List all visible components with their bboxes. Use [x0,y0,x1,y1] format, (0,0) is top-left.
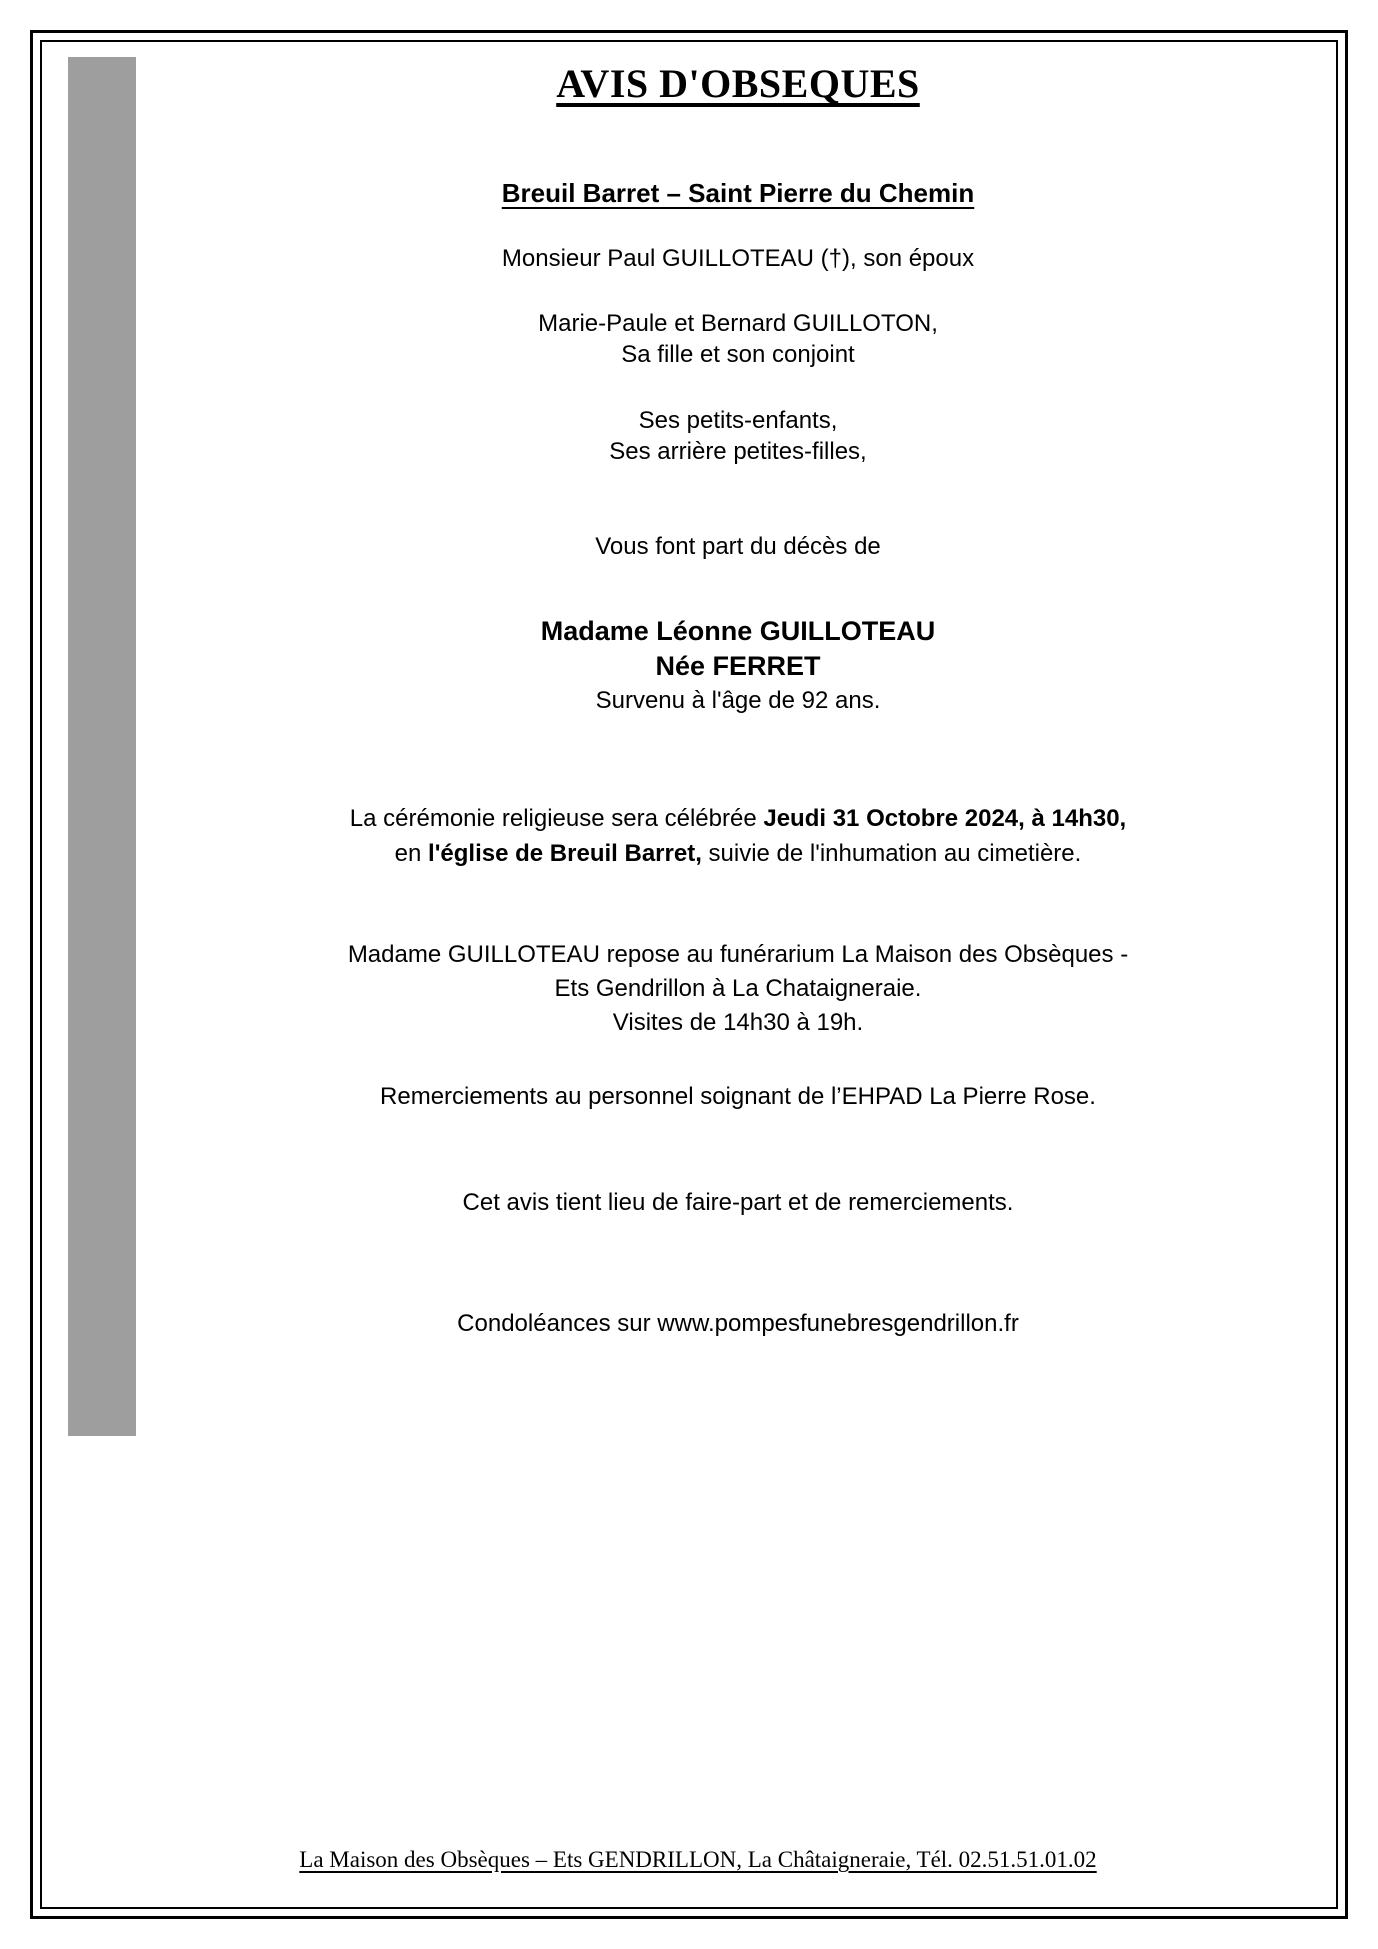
family-spouse-line: Monsieur Paul GUILLOTEAU (†), son époux [501,245,975,272]
family-daughter-line-1: Marie-Paule et Bernard GUILLOTON, [538,310,938,338]
family-spouse-block [150,243,1326,274]
page-title: AVIS D'OBSEQUES [556,61,920,106]
ceremony-place: l'église de Breuil Barret, [428,840,702,868]
notice-content [150,52,1326,1829]
family-grandchildren-line-2: Ses arrière petites-filles, [609,437,867,465]
thanks-line: Remerciements au personnel soignant de l’EHPAD La Pierre Rose. [380,1083,1096,1111]
family-grandchildren-block [150,405,1326,467]
announcement-line: Vous font part du décès de [595,532,881,560]
family-grandchildren-line-1: Ses petits-enfants, [638,406,838,434]
announcement-block [150,531,1326,562]
deceased-block [150,614,1326,716]
ceremony-place-prefix: en [394,840,429,868]
ceremony-lead: La cérémonie religieuse sera célébrée [349,805,764,833]
decorative-side-bar [68,57,136,1436]
deceased-maiden-name: Née FERRET [655,650,821,681]
footer-contact: La Maison des Obsèques – Ets GENDRILLON, La Châtaigneraie, Tél. 02.51.51.01.02 [299,1847,1097,1872]
family-daughter-line-2: Sa fille et son conjoint [621,341,855,369]
repose-block [150,938,1326,1040]
deceased-age: Survenu à l'âge de 92 ans. [595,687,881,715]
condolences-line: Condoléances sur www.pompesfunebresgendrillon.fr [457,1310,1019,1338]
deceased-name: Madame Léonne GUILLOTEAU [540,616,936,647]
repose-line-1: Madame GUILLOTEAU repose au funérarium La Maison des Obsèques - [347,941,1129,968]
family-daughter-block [150,308,1326,370]
repose-line-2: Ets Gendrillon à La Chataigneraie. [554,975,922,1003]
ceremony-datetime: Jeudi 31 Octobre 2024, à 14h30, [763,805,1127,833]
locality-heading: Breuil Barret – Saint Pierre du Chemin [501,178,975,208]
ceremony-block [150,802,1326,872]
ceremony-place-suffix: suivie de l'inhumation au cimetière. [701,840,1082,868]
repose-line-3: Visites de 14h30 à 19h. [612,1009,864,1037]
notice-line: Cet avis tient lieu de faire-part et de remerciements. [462,1188,1014,1216]
